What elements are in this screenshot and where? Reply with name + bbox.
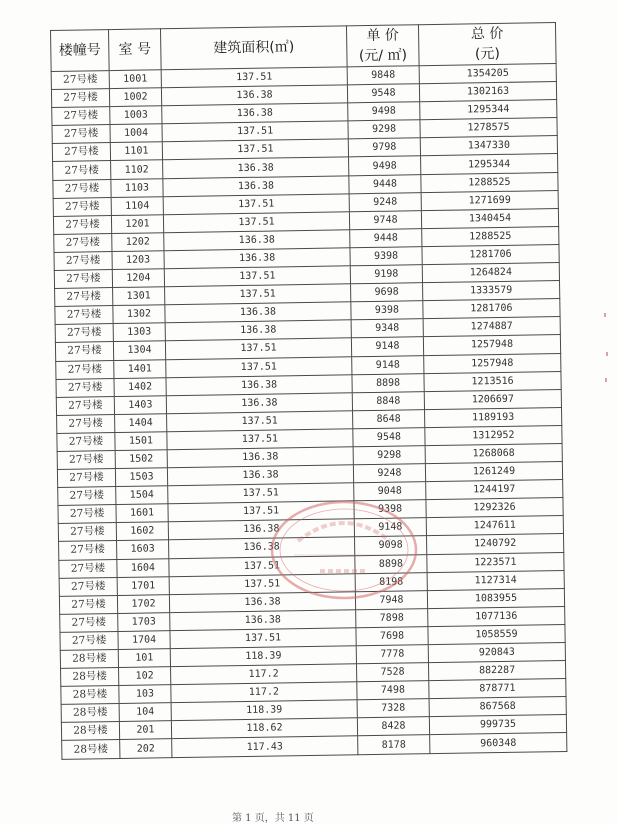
- area-cell: 137.51: [166, 356, 352, 377]
- area-cell: 118.39: [170, 646, 356, 667]
- unit-price-cell: 9448: [349, 174, 421, 193]
- area-cell: 136.38: [165, 320, 351, 341]
- unit-price-cell: 9148: [351, 337, 423, 356]
- total-price-cell: 1268068: [425, 443, 562, 463]
- total-price-cell: 1292326: [426, 498, 563, 518]
- total-price-cell: 1240792: [426, 534, 563, 554]
- unit-price-cell: 9698: [351, 283, 423, 302]
- scan-speck: [605, 378, 607, 382]
- total-price-cell: 1347330: [420, 136, 557, 156]
- total-price-cell: 1261249: [425, 462, 562, 482]
- room-cell: 1703: [118, 613, 170, 632]
- unit-price-cell: 9398: [350, 247, 422, 266]
- building-cell: 27号楼: [57, 469, 115, 488]
- room-cell: 1602: [116, 522, 168, 541]
- area-cell: 118.39: [171, 700, 357, 721]
- total-price-cell: 1288525: [421, 172, 558, 192]
- total-price-cell: 1302163: [419, 82, 556, 102]
- building-cell: 28号楼: [61, 704, 119, 723]
- room-cell: 1501: [115, 432, 167, 451]
- unit-price-cell: 9098: [355, 536, 427, 555]
- unit-price-cell: 9448: [350, 229, 422, 248]
- area-cell: 137.51: [167, 411, 353, 432]
- official-seal: [268, 497, 420, 603]
- building-cell: 27号楼: [53, 215, 111, 234]
- building-cell: 27号楼: [55, 306, 113, 325]
- unit-price-cell: 9148: [354, 518, 426, 537]
- unit-price-cell: 9798: [348, 138, 420, 157]
- room-cell: 1203: [112, 251, 164, 270]
- building-cell: 27号楼: [55, 324, 113, 343]
- room-cell: 1302: [113, 305, 165, 324]
- total-price-cell: 1223571: [427, 552, 564, 572]
- total-price-cell: 1295344: [420, 100, 557, 120]
- room-cell: 1003: [110, 106, 162, 125]
- unit-price-cell: 9198: [350, 265, 422, 284]
- unit-price-cell: 9848: [347, 66, 419, 85]
- room-cell: 1403: [114, 395, 166, 414]
- area-cell: 137.51: [165, 284, 351, 305]
- area-cell: 136.38: [164, 230, 350, 251]
- building-cell: 27号楼: [59, 577, 117, 596]
- unit-price-cell: 8428: [357, 717, 429, 736]
- unit-price-cell: 9148: [352, 355, 424, 374]
- unit-price-cell: 9298: [353, 446, 425, 465]
- total-price-cell: 920843: [428, 642, 565, 662]
- total-price-cell: 1333579: [423, 281, 560, 301]
- unit-price-cell: 9548: [347, 84, 419, 103]
- price-table: [50, 22, 567, 759]
- room-cell: 1103: [111, 178, 163, 197]
- unit-price-cell: 7528: [356, 663, 428, 682]
- total-price-cell: 1058559: [428, 624, 565, 644]
- room-cell: 1301: [113, 287, 165, 306]
- unit-price-cell: 8898: [352, 373, 424, 392]
- building-cell: 27号楼: [52, 143, 110, 162]
- building-cell: 27号楼: [57, 450, 115, 469]
- total-price-cell: 1288525: [422, 226, 559, 246]
- building-cell: 27号楼: [51, 89, 109, 108]
- unit-price-cell: 9248: [349, 192, 421, 211]
- price-table-sheet: [50, 22, 566, 759]
- building-cell: 27号楼: [56, 396, 114, 415]
- area-cell: 136.38: [169, 537, 355, 558]
- unit-price-cell: 9248: [353, 464, 425, 483]
- unit-price-cell: 9348: [351, 319, 423, 338]
- building-cell: 27号楼: [53, 197, 111, 216]
- unit-price-cell: 9398: [354, 500, 426, 519]
- total-price-cell: 1340454: [421, 208, 558, 228]
- total-price-cell: 1247611: [426, 516, 563, 536]
- area-cell: 137.51: [165, 338, 351, 359]
- room-cell: 1204: [112, 269, 164, 288]
- area-cell: 136.38: [163, 157, 349, 178]
- unit-price-cell: 9298: [348, 120, 420, 139]
- room-cell: 1401: [114, 359, 166, 378]
- building-cell: 28号楼: [62, 740, 120, 759]
- unit-price-cell: 7328: [357, 699, 429, 718]
- total-price-cell: 867568: [429, 697, 566, 717]
- room-cell: 1702: [117, 594, 169, 613]
- area-cell: 137.51: [163, 193, 349, 214]
- building-cell: 27号楼: [52, 125, 110, 144]
- unit-price-cell: 8898: [355, 554, 427, 573]
- area-cell: 117.43: [172, 736, 358, 757]
- building-cell: 27号楼: [55, 342, 113, 361]
- area-cell: 136.38: [167, 447, 353, 468]
- total-price-cell: 960348: [430, 733, 567, 753]
- total-price-cell: 1274887: [423, 317, 560, 337]
- area-cell: 137.51: [170, 628, 356, 649]
- area-cell: 137.51: [161, 67, 347, 88]
- unit-price-cell: 8198: [355, 572, 427, 591]
- building-cell: 27号楼: [53, 179, 111, 198]
- building-cell: 28号楼: [61, 686, 119, 705]
- building-cell: 27号楼: [60, 631, 118, 650]
- area-cell: 137.51: [169, 573, 355, 594]
- unit-price-cell: 9498: [349, 156, 421, 175]
- room-cell: 1704: [118, 631, 170, 650]
- table-header-row: [51, 23, 557, 72]
- room-cell: 103: [119, 685, 171, 704]
- area-cell: 136.38: [169, 591, 355, 612]
- building-cell: 27号楼: [60, 613, 118, 632]
- area-cell: 136.38: [166, 374, 352, 395]
- room-cell: 1701: [117, 576, 169, 595]
- area-cell: 136.38: [163, 175, 349, 196]
- area-cell: 137.51: [162, 139, 348, 160]
- building-cell: 27号楼: [54, 251, 112, 270]
- unit-price-cell: 7698: [356, 627, 428, 646]
- area-cell: 136.38: [162, 103, 348, 124]
- total-price-cell: 1312952: [425, 425, 562, 445]
- total-price-cell: 1295344: [421, 154, 558, 174]
- unit-price-cell: 8178: [358, 735, 430, 754]
- area-cell: 136.38: [164, 248, 350, 269]
- building-cell: 28号楼: [61, 722, 119, 741]
- area-cell: 136.38: [168, 519, 354, 540]
- total-price-cell: 1281706: [423, 299, 560, 319]
- total-price-cell: 1083955: [427, 588, 564, 608]
- area-cell: 118.62: [171, 718, 357, 739]
- unit-price-cell: 9398: [351, 301, 423, 320]
- unit-price-cell: 9748: [349, 210, 421, 229]
- total-price-cell: 878771: [429, 679, 566, 699]
- unit-price-cell: 7898: [356, 608, 428, 627]
- area-cell: 136.38: [167, 465, 353, 486]
- total-price-cell: 1244197: [426, 480, 563, 500]
- total-price-cell: 1264824: [422, 263, 559, 283]
- total-price-cell: 1077136: [428, 606, 565, 626]
- total-price-cell: 1278575: [420, 118, 557, 138]
- building-cell: 27号楼: [57, 414, 115, 433]
- header-total-price: 总 价 (元): [418, 23, 556, 66]
- area-cell: 136.38: [166, 392, 352, 413]
- room-cell: 1502: [115, 450, 167, 469]
- building-cell: 27号楼: [52, 107, 110, 126]
- area-cell: 137.51: [163, 212, 349, 233]
- area-cell: 136.38: [170, 610, 356, 631]
- building-cell: 27号楼: [56, 360, 114, 379]
- total-price-cell: 1257948: [423, 335, 560, 355]
- building-cell: 27号楼: [54, 270, 112, 289]
- building-cell: 28号楼: [60, 650, 118, 669]
- room-cell: 1504: [116, 486, 168, 505]
- room-cell: 1004: [110, 124, 162, 143]
- building-cell: 27号楼: [54, 233, 112, 252]
- area-cell: 137.51: [167, 429, 353, 450]
- area-cell: 117.2: [171, 682, 357, 703]
- total-price-cell: 999735: [429, 715, 566, 735]
- room-cell: 202: [120, 739, 172, 758]
- room-cell: 1303: [113, 323, 165, 342]
- scan-speck: [604, 313, 606, 317]
- room-cell: 102: [119, 667, 171, 686]
- building-cell: 27号楼: [58, 523, 116, 542]
- room-cell: 1202: [112, 233, 164, 252]
- area-cell: 137.51: [168, 501, 354, 522]
- unit-price-cell: 9498: [348, 102, 420, 121]
- building-cell: 27号楼: [56, 378, 114, 397]
- room-cell: 201: [119, 721, 171, 740]
- area-cell: 137.51: [162, 121, 348, 142]
- building-cell: 27号楼: [58, 505, 116, 524]
- building-cell: 27号楼: [51, 71, 109, 90]
- unit-price-cell: 8648: [353, 409, 425, 428]
- area-cell: 137.51: [168, 483, 354, 504]
- header-area: 建筑面积(㎡): [160, 26, 347, 70]
- unit-price-cell: 7778: [356, 645, 428, 664]
- building-cell: 27号楼: [55, 288, 113, 307]
- total-price-cell: 1189193: [425, 407, 562, 427]
- room-cell: 1102: [111, 160, 163, 179]
- table-body: [51, 64, 567, 759]
- area-cell: 117.2: [171, 664, 357, 685]
- total-price-cell: 1271699: [421, 190, 558, 210]
- building-cell: 27号楼: [59, 595, 117, 614]
- room-cell: 1201: [111, 214, 163, 233]
- total-price-cell: 1354205: [419, 64, 556, 84]
- building-cell: 28号楼: [61, 668, 119, 687]
- area-cell: 137.51: [164, 266, 350, 287]
- building-cell: 27号楼: [53, 161, 111, 180]
- room-cell: 1101: [110, 142, 162, 161]
- room-cell: 1304: [113, 341, 165, 360]
- unit-price-cell: 9548: [353, 428, 425, 447]
- building-cell: 27号楼: [59, 541, 117, 560]
- total-price-cell: 882287: [428, 661, 565, 681]
- total-price-cell: 1127314: [427, 570, 564, 590]
- unit-price-cell: 9048: [354, 482, 426, 501]
- header-building: 楼幢号: [51, 30, 110, 72]
- total-price-cell: 1257948: [424, 353, 561, 373]
- header-unit-price: 单 价 (元/ ㎡): [346, 25, 419, 67]
- total-price-cell: 1213516: [424, 371, 561, 391]
- area-cell: 136.38: [165, 302, 351, 323]
- room-cell: 1604: [117, 558, 169, 577]
- room-cell: 1104: [111, 196, 163, 215]
- header-room: 室 号: [109, 29, 162, 71]
- room-cell: 1601: [116, 504, 168, 523]
- room-cell: 1402: [114, 377, 166, 396]
- scan-speck: [606, 352, 608, 356]
- building-cell: 27号楼: [58, 487, 116, 506]
- unit-price-cell: 8848: [352, 391, 424, 410]
- room-cell: 1603: [117, 540, 169, 559]
- page-footer: 第 1 页，共 11 页: [232, 813, 314, 824]
- room-cell: 1404: [115, 413, 167, 432]
- room-cell: 1001: [109, 70, 161, 89]
- building-cell: 27号楼: [57, 432, 115, 451]
- total-price-cell: 1206697: [424, 389, 561, 409]
- total-price-cell: 1281706: [422, 244, 559, 264]
- room-cell: 1503: [115, 468, 167, 487]
- area-cell: 137.51: [169, 555, 355, 576]
- room-cell: 101: [118, 649, 170, 668]
- area-cell: 136.38: [161, 85, 347, 106]
- room-cell: 104: [119, 703, 171, 722]
- unit-price-cell: 7948: [355, 590, 427, 609]
- unit-price-cell: 7498: [357, 681, 429, 700]
- room-cell: 1002: [109, 88, 161, 107]
- building-cell: 27号楼: [59, 559, 117, 578]
